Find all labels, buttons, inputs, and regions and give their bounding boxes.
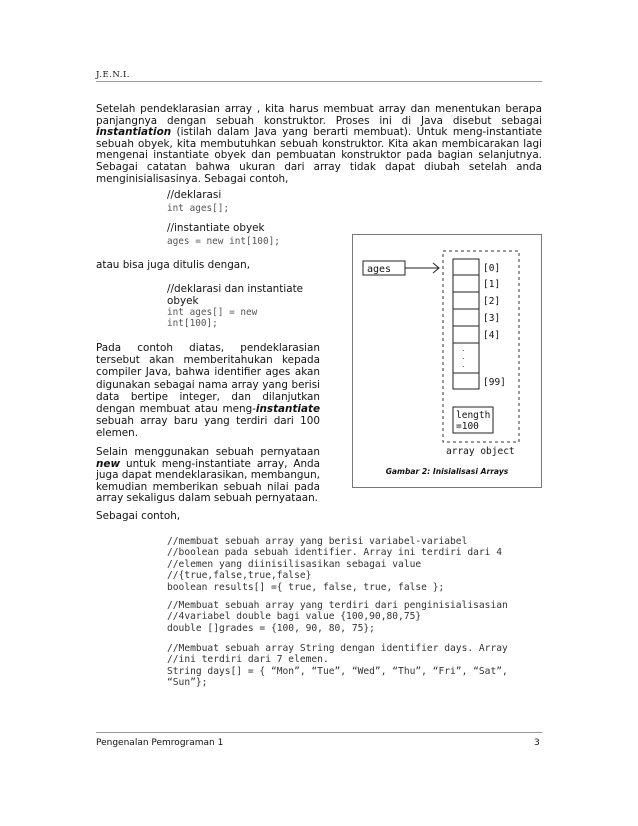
page-number: 3 [534, 738, 540, 748]
intro-text-a: Setelah pendeklarasian array , kita harus membuat array dan menentukan berapa panjangnya dengan sebuah konstruktor. Proses ini di Java disebut sebagai [96, 103, 542, 127]
ellipsis-dot: . [462, 352, 465, 361]
intro-text-b: (istilah dalam Java yang berarti membuat). Untuk meng-instantiate sebuah obyek, kita membutuhkan sebuah konstruktor. Kita akan membicarakan lagi mengenai instantiate obyek dan pembuatan konstruktor pada bagian selanjutnya. Sebagai catatan bahwa ukuran dari array tidak dapat diubah setelah anda menginisialisasinya. Sebagai contoh, [96, 126, 542, 185]
code-block-string [167, 643, 508, 689]
code-line: //membuat sebuah array yang berisi variabel-variabel [167, 536, 468, 547]
code-declare-instantiate-1: int ages[] = new [167, 307, 258, 318]
intro-paragraph [96, 104, 542, 185]
array-cell [453, 275, 479, 292]
explanation-paragraph [96, 342, 320, 440]
object-label: array object [446, 446, 515, 457]
ellipsis-dot: . [462, 360, 465, 369]
length-label: length [456, 410, 491, 421]
index-label: [1] [483, 279, 501, 290]
footer-rule [96, 732, 542, 733]
array-cell-gap [453, 343, 479, 373]
new-paragraph [96, 447, 320, 505]
code-block-boolean [167, 536, 502, 593]
code-line: double []grades = {100, 90, 80, 75}; [167, 622, 375, 634]
code-line: //4variabel double bagi value {100,90,80,75} [167, 611, 422, 623]
length-value: =100 [456, 421, 479, 432]
ellipsis-dot: . [462, 344, 465, 353]
code-line: String days[] = { “Mon”, “Tue”, “Wed”, “Thu”, “Fri”, “Sat”, [167, 665, 508, 677]
code-line: boolean results[] ={ true, false, true, false }; [167, 581, 445, 593]
code-block-double [167, 600, 508, 634]
array-cell [453, 292, 479, 309]
code-line: “Sun”}; [167, 677, 208, 689]
code-line: //elemen yang diinisilisasikan sebagai value [167, 558, 422, 570]
comment-declaration: //deklarasi [167, 189, 222, 201]
header-rule [96, 81, 542, 82]
array-cell [453, 373, 479, 389]
new-emphasis: new [96, 457, 121, 470]
code-line: //Membuat sebuah array yang terdiri dari penginisialisasian [167, 600, 508, 611]
new-text-a: Selain menggunakan sebuah pernyataan [96, 446, 320, 458]
comment-instantiate: //instantiate obyek [167, 222, 265, 234]
array-cell [453, 326, 479, 343]
code-instantiate: ages = new int[100]; [167, 236, 280, 247]
index-label: [0] [483, 263, 501, 274]
code-line: //boolean pada sebuah identifier. Array ini terdiri dari 4 [167, 547, 503, 559]
code-declare-instantiate-2: int[100]; [167, 318, 218, 329]
alt-text: atau bisa juga ditulis dengan, [96, 259, 251, 271]
code-line: //Membuat sebuah array String dengan identifier days. Array [167, 643, 508, 654]
code-line: //ini terdiri dari 7 elemen. [167, 654, 329, 666]
new-text-b: untuk meng-instantiate array, Anda juga dapat mendeklarasikan, membangun, kemudian memberikan sebuah nilai pada array sekaligus dalam sebuah pernyataan. [96, 457, 320, 505]
figure-caption: Gambar 2: Inisialisasi Arrays [385, 467, 509, 476]
array-cell [453, 309, 479, 326]
page-header: J.E.N.I. [96, 70, 131, 80]
ref-label: ages [367, 264, 392, 275]
explanation-text-a: Pada contoh diatas, pendeklarasian tersebut akan memberitahukan kepada compiler Java, bahwa identifier ages akan digunakan sebagai nama array yang berisi data bertipe integer, dan dilanjutkan dengan membuat atau meng- [96, 342, 320, 416]
code-line: //{true,false,true,false} [167, 570, 312, 582]
array-figure [352, 234, 542, 488]
comment-declare-instantiate: //deklarasi dan instantiate [167, 283, 304, 295]
index-label: [4] [483, 330, 501, 341]
explanation-text-b: sebuah array baru yang terdiri dari 100 elemen. [96, 415, 320, 440]
array-diagram [353, 235, 541, 487]
explanation-emphasis: instantiate [255, 403, 320, 416]
intro-emphasis: instantiation [96, 126, 172, 139]
footer-title: Pengenalan Pemrograman 1 [96, 738, 224, 748]
index-label: [3] [483, 313, 501, 324]
example-text: Sebagai contoh, [96, 510, 181, 522]
array-cell [453, 259, 479, 275]
index-label: [2] [483, 296, 501, 307]
index-label: [99] [483, 377, 506, 388]
comment-declare-instantiate-cont: obyek [167, 295, 199, 307]
code-declaration: int ages[]; [167, 203, 230, 214]
